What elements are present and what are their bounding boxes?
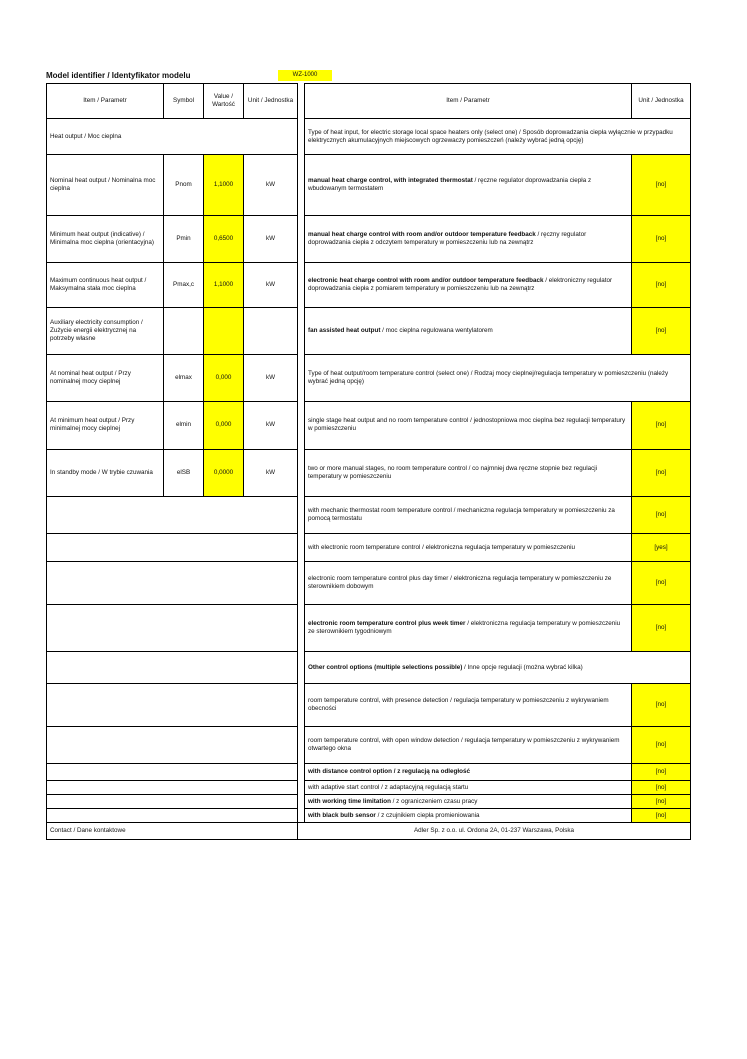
right-param-label: Other control options (multiple selections possible) / Inne opcje regulacji (można wybrać kilka) [305,652,691,684]
column-gap [298,154,305,215]
empty-left-cell [47,764,298,781]
column-gap [298,119,305,154]
right-param-label: two or more manual stages, no room temperature control / co najmniej dwa ręczne stopnie bez regulacji temperatury w pomieszczeniu [305,449,632,496]
left-item-label: In standby mode / W trybie czuwania [47,449,164,496]
right-unit-cell: [no] [632,308,691,355]
right-unit-cell: [no] [632,263,691,308]
table-row [47,795,691,809]
right-param-label: room temperature control, with open window detection / regulacja temperatury w pomieszczeniu z wykrywaniem otwartego okna [305,726,632,764]
right-unit-cell: [no] [632,795,691,809]
table-row [47,764,691,781]
unit-cell: kW [244,402,298,449]
value-cell: 0,000 [204,355,244,402]
empty-left-cell [47,652,298,684]
symbol-cell [164,308,204,355]
right-unit-cell: [no] [632,764,691,781]
column-gap [298,216,305,263]
table-row [47,263,691,308]
column-gap [298,809,305,823]
column-gap [298,308,305,355]
right-unit-cell: [no] [632,496,691,534]
table-row [47,809,691,823]
right-unit-cell: [no] [632,605,691,652]
right-param-label: with mechanic thermostat room temperature control / mechaniczna regulacja temperatury w pomieszczeniu za pomocą termostatu [305,496,632,534]
value-cell: 0,000 [204,402,244,449]
symbol-cell: elmin [164,402,204,449]
right-param-label: electronic room temperature control plus week timer / elektroniczna regulacja temperatury w pomieszczeniu ze sterownikiem tygodniowym [305,605,632,652]
right-item-header: Item / Parametr [305,84,632,119]
column-gap [298,534,305,561]
column-gap [298,496,305,534]
symbol-cell: elmax [164,355,204,402]
symbol-cell: elSB [164,449,204,496]
value-cell: 0,6500 [204,216,244,263]
table-row [47,780,691,794]
column-gap [298,684,305,726]
left-item-label: Maximum continuous heat output / Maksymalna stała moc cieplna [47,263,164,308]
table-row [47,154,691,215]
column-gap [298,652,305,684]
product-information-sheet [46,83,690,840]
right-param-label: room temperature control, with presence detection / regulacja temperatury w pomieszczeniu z wykrywaniem obecności [305,684,632,726]
unit-header: Unit / Jednostka [244,84,298,119]
symbol-cell: Pmax,c [164,263,204,308]
right-unit-cell: [no] [632,561,691,605]
column-gap [298,449,305,496]
left-item-label: At minimum heat output / Przy minimalnej mocy cieplnej [47,402,164,449]
right-param-label: electronic heat charge control with room and/or outdoor temperature feedback / elektroniczny regulator doprowadzania ciepła z pomiarem temperatury w pomieszczeniu lub na zewnątrz [305,263,632,308]
parameters-table [46,83,691,840]
value-cell: 1,1000 [204,263,244,308]
table-row [47,726,691,764]
right-param-label: Type of heat input, for electric storage local space heaters only (select one) / Sposób doprowadzania ciepła wyłącznie w przypadku elektrycznych akumulacyjnych miejscowych ogrzewaczy pomieszczeń (należy wybrać jedną opcję) [305,119,691,154]
model-identifier [46,70,336,81]
empty-left-cell [47,795,298,809]
column-gap [298,764,305,781]
contact-row [47,823,691,840]
left-item-label: Heat output / Moc cieplna [47,119,298,154]
right-param-label: with distance control option / z regulacją na odległość [305,764,632,781]
right-param-label: electronic room temperature control plus day timer / elektroniczna regulacja temperatury w pomieszczeniu ze sterownikiem dobowym [305,561,632,605]
column-gap [298,84,305,119]
right-unit-cell: [no] [632,449,691,496]
column-gap [298,795,305,809]
column-gap [298,402,305,449]
right-param-label: manual heat charge control with room and/or outdoor temperature feedback / ręczny regulator doprowadzania ciepła z odczytem temperatury w pomieszczeniu lub na zewnątrz [305,216,632,263]
contact-value: Adler Sp. z o.o. ul. Ordona 2A, 01-237 Warszawa, Polska [298,823,691,840]
empty-left-cell [47,780,298,794]
table-row [47,308,691,355]
left-item-label: At nominal heat output / Przy nominalnej mocy cieplnej [47,355,164,402]
column-gap [298,561,305,605]
right-unit-cell: [no] [632,809,691,823]
column-gap [298,726,305,764]
model-identifier-label: Model identifier / Identyfikator modelu [46,71,191,80]
right-unit-cell: [no] [632,684,691,726]
empty-left-cell [47,534,298,561]
symbol-header: Symbol [164,84,204,119]
right-unit-cell: [no] [632,780,691,794]
right-param-label: fan assisted heat output / moc cieplna regulowana wentylatorem [305,308,632,355]
table-row [47,216,691,263]
table-row [47,534,691,561]
table-row [47,402,691,449]
value-header: Value / Wartość [204,84,244,119]
table-row [47,496,691,534]
left-item-header: Item / Parametr [47,84,164,119]
right-unit-cell: [no] [632,402,691,449]
right-unit-cell: [no] [632,726,691,764]
symbol-cell: Pmin [164,216,204,263]
table-row [47,119,691,154]
value-cell [204,308,244,355]
column-gap [298,605,305,652]
column-gap [298,780,305,794]
right-param-label: Type of heat output/room temperature control (select one) / Rodzaj mocy cieplnej/regulacja temperatury w pomieszczeniu (należy wybrać jedną opcję) [305,355,691,402]
value-cell: 1,1000 [204,154,244,215]
right-param-label: single stage heat output and no room temperature control / jednostopniowa moc cieplna bez regulacji temperatury w pomieszczeniu [305,402,632,449]
table-row [47,605,691,652]
unit-cell [244,308,298,355]
empty-left-cell [47,684,298,726]
column-gap [298,263,305,308]
left-item-label: Nominal heat output / Nominalna moc cieplna [47,154,164,215]
right-param-label: with working time limitation / z ograniczeniem czasu pracy [305,795,632,809]
left-item-label: Auxiliary electricity consumption / Zużycie energii elektrycznej na potrzeby własne [47,308,164,355]
right-param-label: manual heat charge control, with integrated thermostat / ręczne regulator doprowadzania ciepła z wbudowanym termostatem [305,154,632,215]
empty-left-cell [47,561,298,605]
header-row [47,84,691,119]
right-param-label: with electronic room temperature control / elektroniczna regulacja temperatury w pomieszczeniu [305,534,632,561]
column-gap [298,355,305,402]
right-unit-cell: [no] [632,216,691,263]
table-row [47,449,691,496]
right-param-label: with adaptive start control / z adaptacyjną regulacją startu [305,780,632,794]
empty-left-cell [47,496,298,534]
empty-left-cell [47,605,298,652]
table-row [47,355,691,402]
right-unit-header: Unit / Jednostka [632,84,691,119]
model-identifier-value: WZ-1000 [278,70,332,81]
table-row [47,652,691,684]
symbol-cell: Pnom [164,154,204,215]
empty-left-cell [47,809,298,823]
left-item-label: Minimum heat output (indicative) / Minimalna moc cieplna (orientacyjna) [47,216,164,263]
unit-cell: kW [244,216,298,263]
unit-cell: kW [244,355,298,402]
right-param-label: with black bulb sensor / z czujnikiem ciepła promieniowania [305,809,632,823]
unit-cell: kW [244,449,298,496]
right-unit-cell: [no] [632,154,691,215]
unit-cell: kW [244,154,298,215]
unit-cell: kW [244,263,298,308]
right-unit-cell: [yes] [632,534,691,561]
table-row [47,684,691,726]
contact-label: Contact / Dane kontaktowe [47,823,298,840]
empty-left-cell [47,726,298,764]
table-row [47,561,691,605]
value-cell: 0,0000 [204,449,244,496]
